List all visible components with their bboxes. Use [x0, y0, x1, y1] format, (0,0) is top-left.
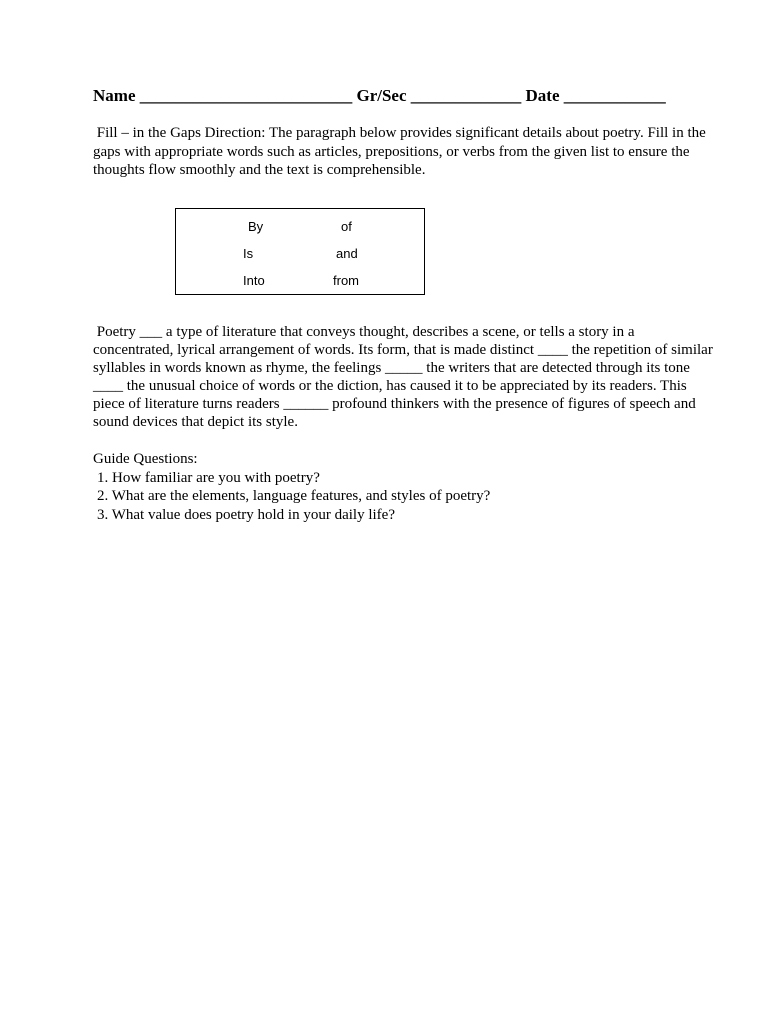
direction-body: Fill – in the Gaps Direction: The paragraph below provides significant details about poetry. Fill in the gaps with appropriate words such as articles, prepositions, or verbs from the given list to ensure the thoughts flow smoothly and the text is comprehensible.	[93, 125, 706, 178]
fill-in-paragraph	[93, 323, 715, 431]
guide-title: Guide Questions:	[93, 451, 198, 467]
word-bank-item: Is	[243, 246, 254, 261]
guide-question: 2. What are the elements, language features, and styles of poetry?	[97, 488, 491, 504]
word-bank-item: Into	[243, 273, 265, 288]
word-bank-box	[175, 208, 425, 295]
guide-question: 3. What value does poetry hold in your daily life?	[97, 506, 395, 523]
word-bank-item: and	[336, 246, 358, 261]
word-bank-item: By	[248, 219, 264, 234]
direction-text	[93, 124, 713, 180]
word-bank-item: of	[341, 219, 352, 234]
student-info-header: Name _________________________ Gr/Sec _____________ Date ____________	[93, 86, 666, 105]
word-bank-item: from	[333, 273, 359, 288]
guide-questions	[93, 450, 490, 524]
guide-question: 1. How familiar are you with poetry?	[97, 469, 320, 486]
paragraph-body: Poetry ___ a type of literature that conveys thought, describes a scene, or tells a story in a concentrated, lyrical arrangement of words. Its form, that is made distinct ____ the repetition of similar syllables in words known as rhyme, the feelings _____ the writers that are detected through its tone ____ the unusual choice of words or the diction, has caused it to be appreciated by its readers. This piece of literature turns readers ______ profound thinkers with the presence of figures of speech and sound devices that depict its style.	[93, 324, 713, 430]
